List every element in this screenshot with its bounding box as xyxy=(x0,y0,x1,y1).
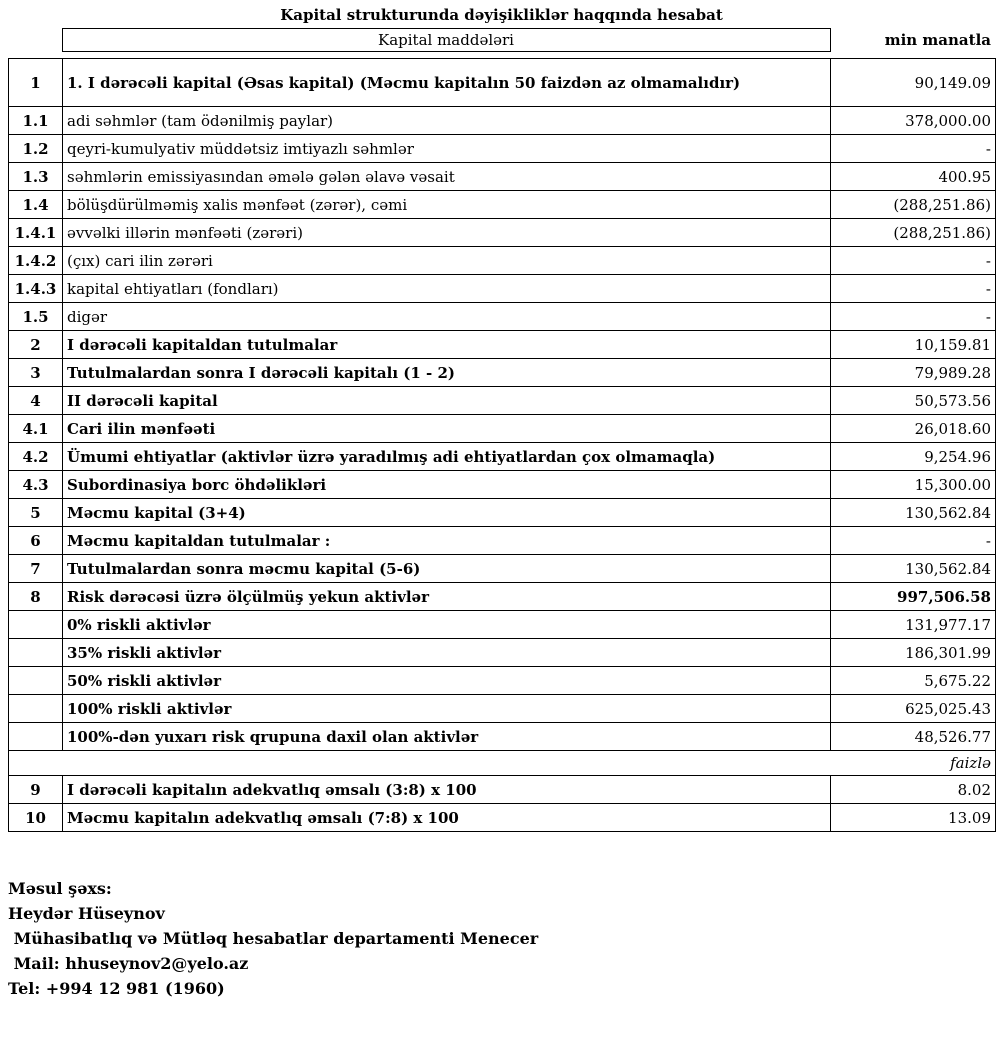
table-row xyxy=(9,527,996,555)
row-label-cell: 35% riskli aktivlər xyxy=(63,639,831,667)
row-value-cell: 90,149.09 xyxy=(831,59,996,107)
row-label-cell: Tutulmalardan sonra I dərəcəli kapitalı (1 - 2) xyxy=(63,359,831,387)
table-row xyxy=(9,695,996,723)
row-label-cell: digər xyxy=(63,303,831,331)
row-label-cell: səhmlərin emissiyasından əmələ gələn əlavə vəsait xyxy=(63,163,831,191)
row-value-cell: (288,251.86) xyxy=(831,191,996,219)
row-label-cell: adi səhmlər (tam ödənilmiş paylar) xyxy=(63,107,831,135)
row-number-cell: 1.3 xyxy=(9,163,63,191)
row-value-cell: - xyxy=(831,527,996,555)
row-number-cell: 1.5 xyxy=(9,303,63,331)
row-value-cell: 10,159.81 xyxy=(831,331,996,359)
row-number-cell: 8 xyxy=(9,583,63,611)
row-value-cell: - xyxy=(831,303,996,331)
row-value-cell: 50,573.56 xyxy=(831,387,996,415)
footer-line-name: Heydər Hüseynov xyxy=(8,904,165,923)
row-number-cell: 6 xyxy=(9,527,63,555)
row-number-cell: 4.3 xyxy=(9,471,63,499)
row-value-cell: 378,000.00 xyxy=(831,107,996,135)
table-row xyxy=(9,135,996,163)
table-row xyxy=(9,303,996,331)
header-row xyxy=(8,29,995,52)
header-unit-label: min manatla xyxy=(884,31,991,49)
capital-report-table xyxy=(8,58,996,832)
row-value-cell: 9,254.96 xyxy=(831,443,996,471)
row-number-cell: 1.1 xyxy=(9,107,63,135)
row-label-cell: II dərəcəli kapital xyxy=(63,387,831,415)
row-number-cell: 1.4 xyxy=(9,191,63,219)
row-label-cell: qeyri-kumulyativ müddətsiz imtiyazlı səhmlər xyxy=(63,135,831,163)
row-label-cell: Risk dərəcəsi üzrə ölçülmüş yekun aktivlər xyxy=(63,583,831,611)
header-empty-cell xyxy=(8,29,62,52)
row-value-cell: 130,562.84 xyxy=(831,499,996,527)
row-number-cell xyxy=(9,611,63,639)
row-label-cell: I dərəcəli kapitaldan tutulmalar xyxy=(63,331,831,359)
table-row xyxy=(9,555,996,583)
table-row xyxy=(9,163,996,191)
table-row xyxy=(9,415,996,443)
row-number-cell xyxy=(9,723,63,751)
row-value-cell: - xyxy=(831,135,996,163)
row-label-cell: Cari ilin mənfəəti xyxy=(63,415,831,443)
row-value-cell: - xyxy=(831,275,996,303)
row-value-cell: - xyxy=(831,247,996,275)
row-label-cell: 0% riskli aktivlər xyxy=(63,611,831,639)
row-number-cell: 3 xyxy=(9,359,63,387)
unit-note-percent: faizlə xyxy=(9,751,996,776)
table-row xyxy=(9,219,996,247)
capital-report-table-body xyxy=(9,59,996,832)
row-value-cell: 131,977.17 xyxy=(831,611,996,639)
row-value-cell: 625,025.43 xyxy=(831,695,996,723)
row-number-cell: 4.2 xyxy=(9,443,63,471)
footer-line-mail: Mail: hhuseynov2@yelo.az xyxy=(8,954,249,973)
row-number-cell xyxy=(9,667,63,695)
table-row xyxy=(9,723,996,751)
table-row xyxy=(9,247,996,275)
table-row xyxy=(9,639,996,667)
row-label-cell: kapital ehtiyatları (fondları) xyxy=(63,275,831,303)
row-number-cell: 10 xyxy=(9,804,63,832)
footer-line-position: Mühasibatlıq və Mütləq hesabatlar departamenti Menecer xyxy=(8,929,539,948)
table-row xyxy=(9,387,996,415)
row-value-cell: 997,506.58 xyxy=(831,583,996,611)
row-label-cell: Məcmu kapitalın adekvatlıq əmsalı (7:8) x 100 xyxy=(63,804,831,832)
table-row xyxy=(9,611,996,639)
row-number-cell: 4 xyxy=(9,387,63,415)
table-row xyxy=(9,667,996,695)
row-label-cell: Ümumi ehtiyatlar (aktivlər üzrə yaradılmış adi ehtiyatlardan çox olmamaqla) xyxy=(63,443,831,471)
responsible-person-block xyxy=(8,876,995,1001)
row-value-cell: 186,301.99 xyxy=(831,639,996,667)
table-row xyxy=(9,359,996,387)
unit-note-row xyxy=(9,751,996,776)
table-row xyxy=(9,583,996,611)
row-number-cell: 2 xyxy=(9,331,63,359)
row-number-cell: 1.4.2 xyxy=(9,247,63,275)
row-label-cell: 1. I dərəcəli kapital (Əsas kapital) (Məcmu kapitalın 50 faizdən az olmamalıdır) xyxy=(63,59,831,107)
table-row xyxy=(9,107,996,135)
row-label-cell: 50% riskli aktivlər xyxy=(63,667,831,695)
row-label-cell: Məcmu kapitaldan tutulmalar : xyxy=(63,527,831,555)
row-label-cell: 100% riskli aktivlər xyxy=(63,695,831,723)
row-label-cell: (çıx) cari ilin zərəri xyxy=(63,247,831,275)
row-number-cell: 9 xyxy=(9,776,63,804)
row-label-cell: əvvəlki illərin mənfəəti (zərəri) xyxy=(63,219,831,247)
row-number-cell: 7 xyxy=(9,555,63,583)
report-title: Kapital strukturunda dəyişikliklər haqqında hesabat xyxy=(280,6,723,24)
row-value-cell: 13.09 xyxy=(831,804,996,832)
row-label-cell: I dərəcəli kapitalın adekvatlıq əmsalı (3:8) x 100 xyxy=(63,776,831,804)
row-number-cell: 4.1 xyxy=(9,415,63,443)
header-items-label: Kapital maddələri xyxy=(62,29,830,52)
table-row xyxy=(9,776,996,804)
table-row xyxy=(9,331,996,359)
table-row xyxy=(9,471,996,499)
row-label-cell: Tutulmalardan sonra məcmu kapital (5-6) xyxy=(63,555,831,583)
row-value-cell: 26,018.60 xyxy=(831,415,996,443)
row-value-cell: 79,989.28 xyxy=(831,359,996,387)
footer-line-responsible: Məsul şəxs: xyxy=(8,879,112,898)
row-number-cell xyxy=(9,639,63,667)
table-row xyxy=(9,59,996,107)
row-label-cell: Subordinasiya borc öhdəlikləri xyxy=(63,471,831,499)
row-value-cell: 48,526.77 xyxy=(831,723,996,751)
row-label-cell: bölüşdürülməmiş xalis mənfəət (zərər), cəmi xyxy=(63,191,831,219)
row-number-cell: 1.2 xyxy=(9,135,63,163)
row-value-cell: 5,675.22 xyxy=(831,667,996,695)
table-row xyxy=(9,804,996,832)
row-number-cell: 5 xyxy=(9,499,63,527)
table-row xyxy=(9,191,996,219)
table-row xyxy=(9,443,996,471)
row-number-cell: 1.4.3 xyxy=(9,275,63,303)
row-label-cell: Məcmu kapital (3+4) xyxy=(63,499,831,527)
table-row xyxy=(9,499,996,527)
report-header-table xyxy=(8,28,995,52)
row-value-cell: 400.95 xyxy=(831,163,996,191)
row-number-cell: 1 xyxy=(9,59,63,107)
row-value-cell: (288,251.86) xyxy=(831,219,996,247)
row-value-cell: 8.02 xyxy=(831,776,996,804)
footer-line-tel: Tel: +994 12 981 (1960) xyxy=(8,979,225,998)
row-number-cell xyxy=(9,695,63,723)
row-value-cell: 15,300.00 xyxy=(831,471,996,499)
table-row xyxy=(9,275,996,303)
row-value-cell: 130,562.84 xyxy=(831,555,996,583)
row-number-cell: 1.4.1 xyxy=(9,219,63,247)
row-label-cell: 100%-dən yuxarı risk qrupuna daxil olan aktivlər xyxy=(63,723,831,751)
